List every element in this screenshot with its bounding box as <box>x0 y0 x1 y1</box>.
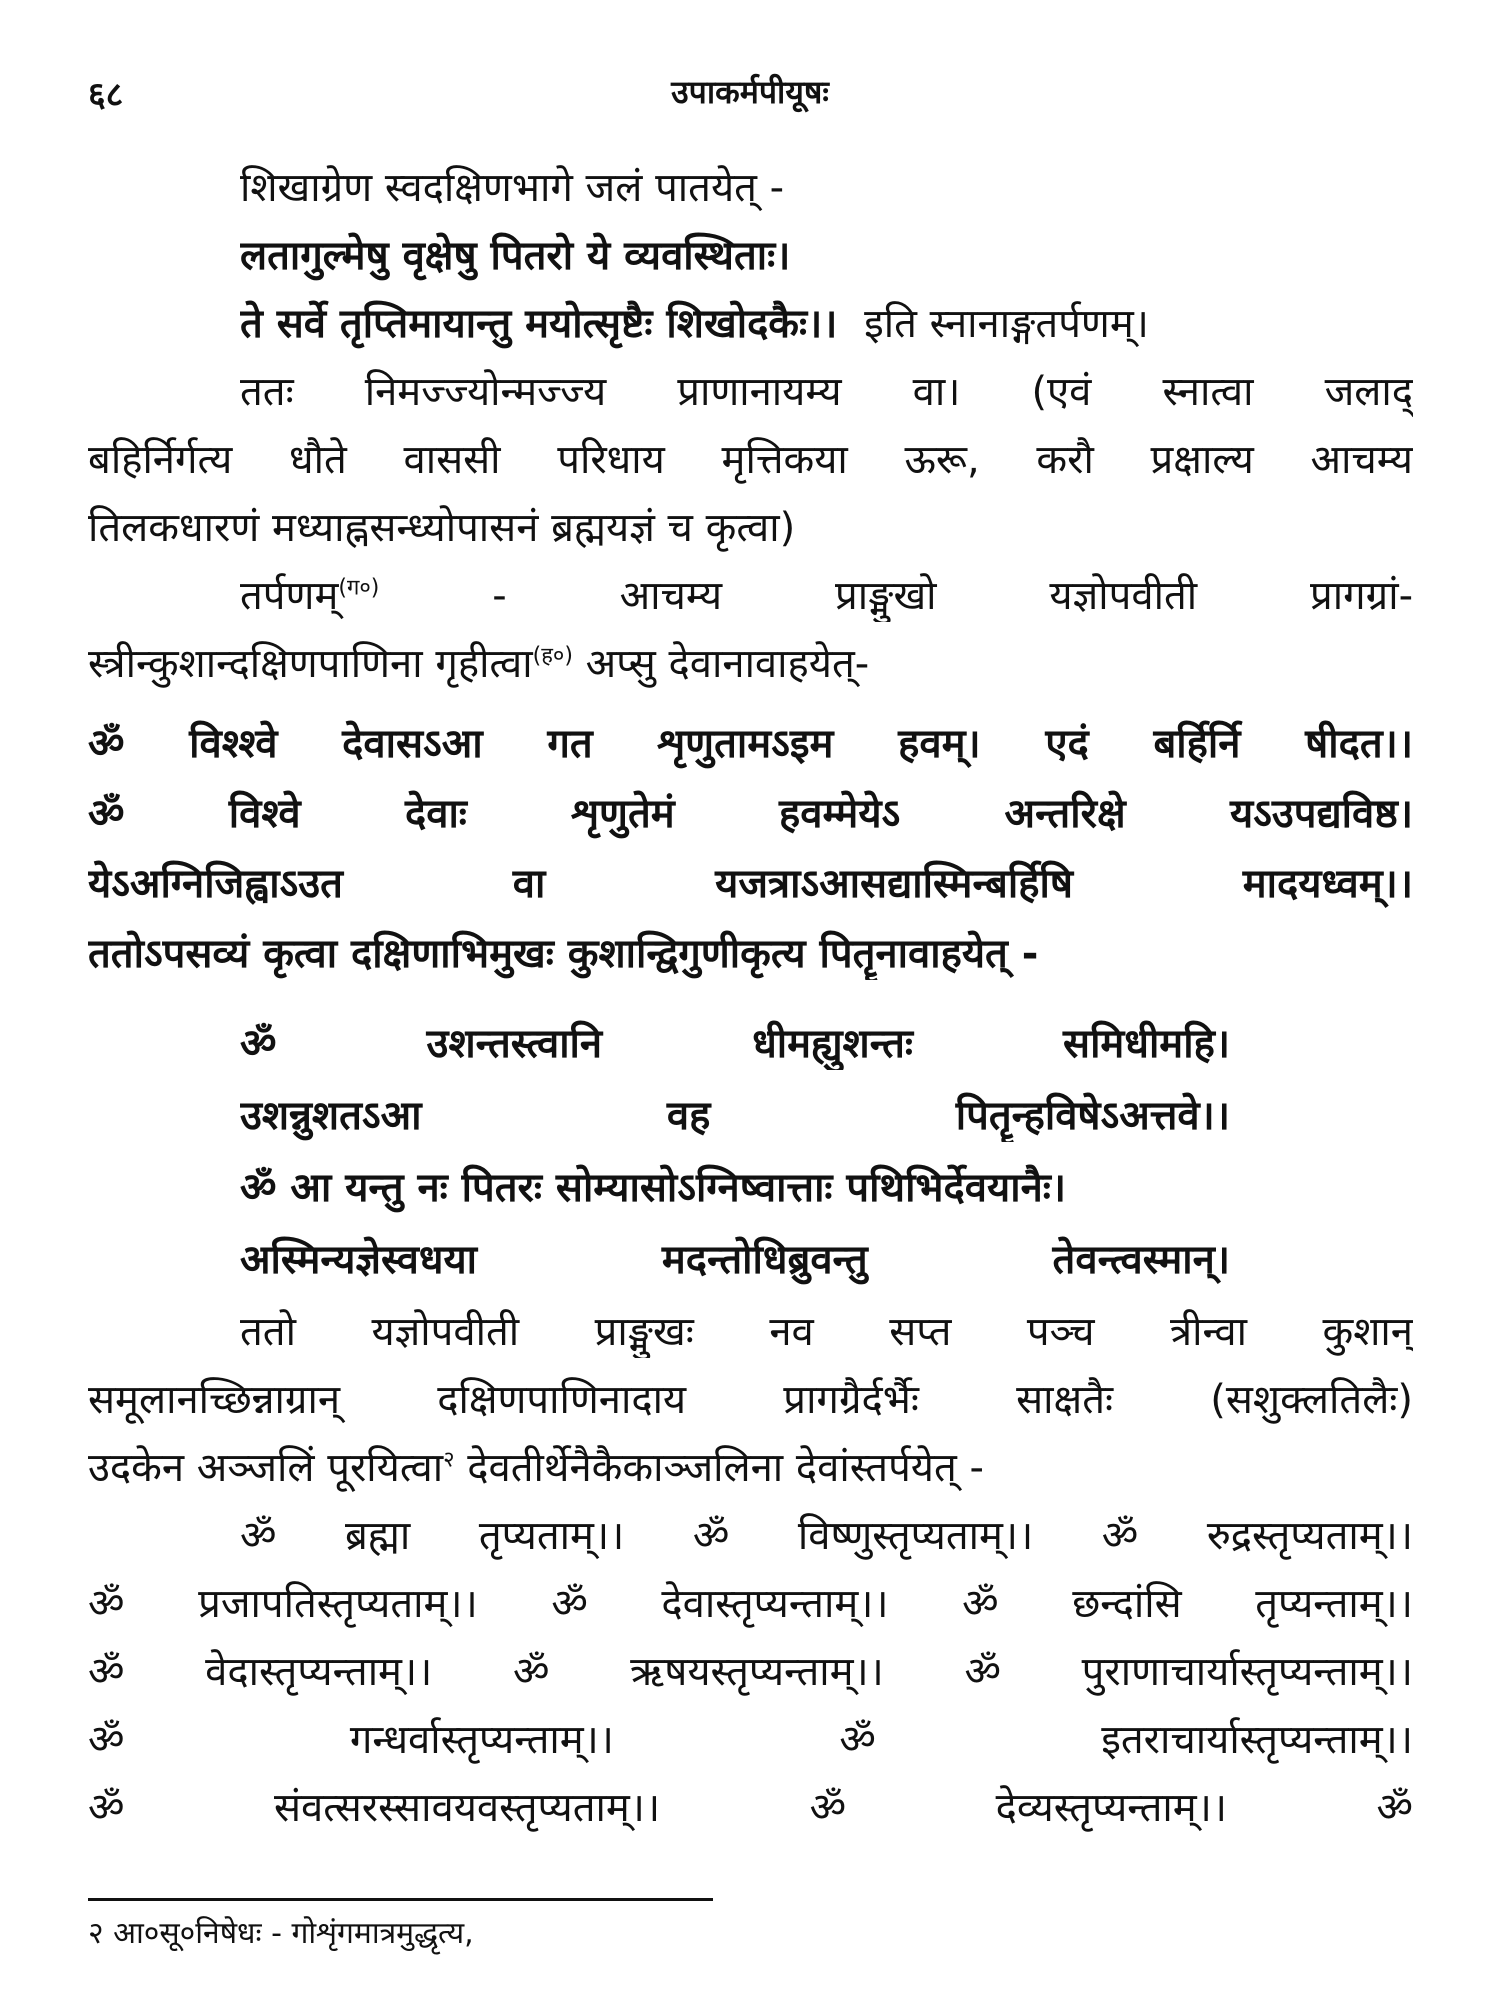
text-line: ततः निमज्ज्योन्मज्ज्य प्राणानायम्य वा। (एवं स्नात्वा जलाद् <box>240 369 1413 415</box>
section-end: इति स्नानाङ्गतर्पणम्। <box>864 301 1149 347</box>
verse-line: ते सर्वे तृप्तिमायान्तु मयोत्सृष्टैः शिखोदकैः।। <box>240 301 838 347</box>
mantra-line: उशन्नुशतऽआ वह पितॄन्हविषेऽअत्तवे।। <box>240 1093 1230 1139</box>
tarpana-line: ॐ गन्धर्वास्तृप्यन्ताम्।। ॐ इतराचार्यास्तृप्यन्ताम्।। <box>88 1717 1413 1763</box>
text-line: शिखाग्रेण स्वदक्षिणभागे जलं पातयेत् - <box>240 165 785 211</box>
footnote-marker: (ह०) <box>532 643 573 669</box>
mantra-line: ॐ विश्वे देवाः शृणुतेमं हवम्मेयेऽ अन्तरिक्षे यऽउपद्यविष्ठ। <box>88 791 1413 837</box>
line-part: स्त्रीन्कुशान्दक्षिणपाणिना गृहीत्वा <box>88 641 533 687</box>
footnote: २ आ०सू०निषेधः - गोशृंगमात्रमुद्धृत्य, <box>88 1916 474 1951</box>
page-number: ६८ <box>88 75 124 115</box>
tarpana-line: ॐ संवत्सरस्सावयवस्तृप्यताम्।। ॐ देव्यस्तृप्यन्ताम्।। ॐ <box>88 1785 1413 1831</box>
footnote-marker: २ <box>443 1447 455 1473</box>
text-line: बहिर्निर्गत्य धौते वाससी परिधाय मृत्तिकया ऊरू, करौ प्रक्षाल्य आचम्य <box>88 437 1413 483</box>
mantra-line: ॐ विश्श्वे देवासऽआ गत शृणुतामऽइम हवम्। एदं बर्हिर्नि षीदत।। <box>88 721 1413 767</box>
line-part: देवतीर्थेनैकैकाञ्जलिना देवांस्तर्पयेत् - <box>467 1445 984 1491</box>
mantra-line: अस्मिन्यज्ञेस्वधया मदन्तोधिब्रुवन्तु तेवन्त्वस्मान्। <box>240 1237 1230 1283</box>
text-line <box>88 638 1413 690</box>
mantra-line: ॐ आ यन्तु नः पितरः सोम्यासोऽग्निष्वात्ताः पथिभिर्देवयानैः। <box>240 1165 1067 1211</box>
line-part: तर्पणम्$^{(ग०)}$ <box>240 573 380 619</box>
footnote-marker: (ग०) <box>338 575 380 601</box>
tarpana-line: ॐ ब्रह्मा तृप्यताम्।। ॐ विष्णुस्तृप्यताम्।। ॐ रुद्रस्तृप्यताम्।। <box>240 1513 1413 1559</box>
page-title: उपाकर्मपीयूषः <box>671 73 829 111</box>
text-line: ततो यज्ञोपवीती प्राङ्मुखः नव सप्त पञ्च त्रीन्वा कुशान् <box>240 1309 1413 1355</box>
text-line: समूलानच्छिन्नाग्रान् दक्षिणपाणिनादाय प्रागग्रैर्दर्भैः साक्षतैः (सशुक्लतिलैः) <box>88 1377 1413 1423</box>
line-part: अप्सु देवानावाहयेत्- <box>585 641 870 687</box>
mantra-line: येऽअग्निजिह्वाऽउत वा यजत्राऽआसद्यास्मिन्बर्हिषि मादयध्वम्।। <box>88 861 1413 907</box>
tarpana-line: ॐ वेदास्तृप्यन्ताम्।। ॐ ऋषयस्तृप्यन्ताम्।। ॐ पुराणाचार्यास्तृप्यन्ताम्।। <box>88 1649 1413 1695</box>
instruction-line: ततोऽपसव्यं कृत्वा दक्षिणाभिमुखः कुशान्द्विगुणीकृत्य पितॄनावाहयेत् - <box>88 931 1039 977</box>
verse-line: लतागुल्मेषु वृक्षेषु पितरो ये व्यवस्थिताः। <box>240 233 791 279</box>
text-line <box>240 298 1413 350</box>
tarpana-line: ॐ प्रजापतिस्तृप्यताम्।। ॐ देवास्तृप्यन्ताम्।। ॐ छन्दांसि तृप्यन्ताम्।। <box>88 1581 1413 1627</box>
line-part: उदकेन अञ्जलिं पूरयित्वा <box>88 1445 444 1491</box>
footnote-divider <box>88 1898 713 1901</box>
mantra-line: ॐ उशन्तस्त्वानि धीमह्युशन्तः समिधीमहि। <box>240 1021 1230 1067</box>
line-part: - आचम्य प्राङ्मुखो यज्ञोपवीती प्रागग्रां- <box>492 573 1413 619</box>
text-line <box>240 570 1413 622</box>
text-line: तिलकधारणं मध्याह्नसन्ध्योपासनं ब्रह्मयज्ञं च कृत्वा) <box>88 505 796 551</box>
text-line <box>88 1442 1413 1494</box>
